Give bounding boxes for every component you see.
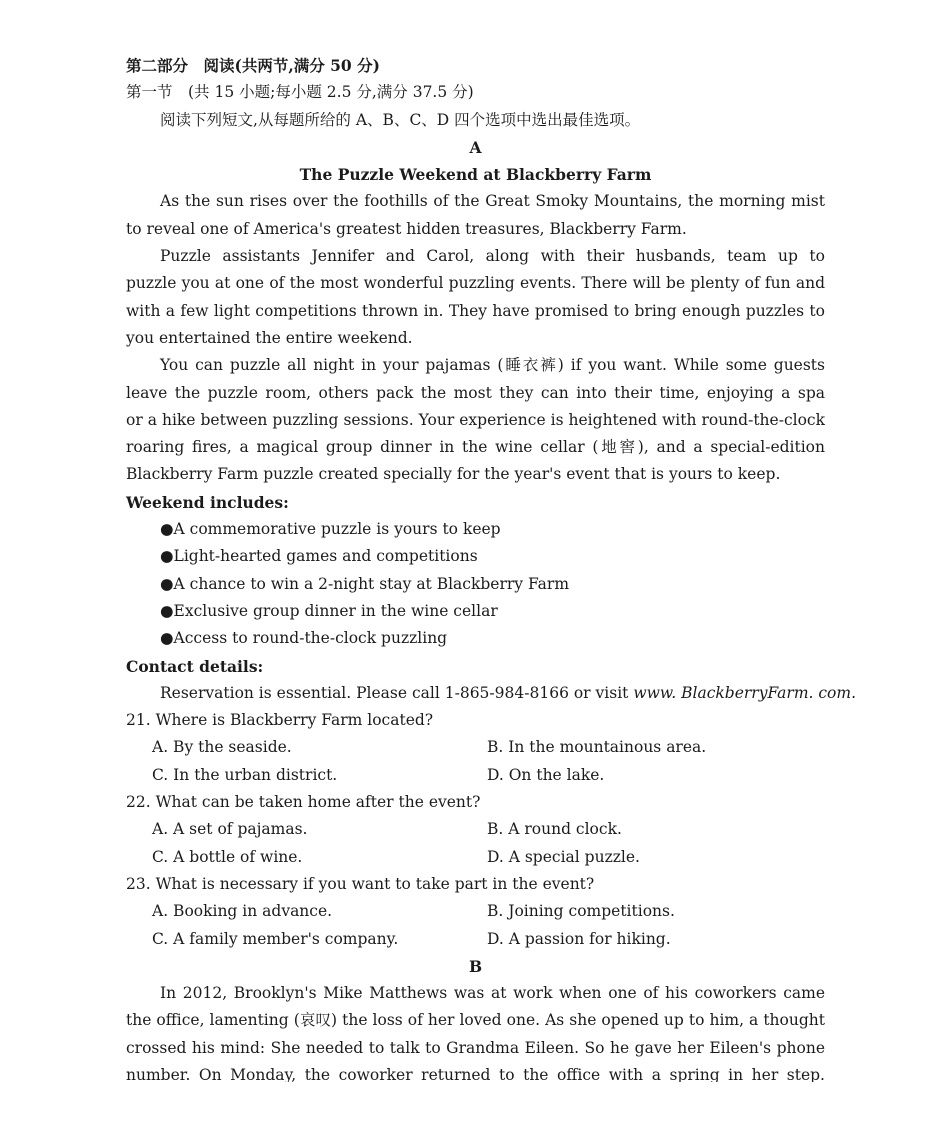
instruction-text: 阅读下列短文,从每题所给的 A、B、C、D 四个选项中选出最佳选项。 <box>160 110 641 129</box>
passage-a-line: Puzzle assistants Jennifer and Carol, along with their husbands, team up to <box>160 247 825 266</box>
option-c: C. A family member's company. <box>152 929 399 948</box>
passage-b-letter: B <box>468 956 483 976</box>
option-d: D. A passion for hiking. <box>487 929 671 948</box>
contact-heading: Contact details: <box>126 656 264 676</box>
includes-item <box>126 516 825 543</box>
contact-details <box>126 680 857 707</box>
bullet-icon: ● <box>160 601 174 620</box>
passage-a-line: to reveal one of America's greatest hidden treasures, Blackberry Farm. <box>126 219 687 238</box>
option-a: A. By the seaside. <box>152 738 292 757</box>
contact-text: Reservation is essential. Please call 1-865-984-8166 or visit <box>160 683 634 702</box>
includes-item <box>126 625 825 652</box>
option-a: A. A set of pajamas. <box>152 820 308 839</box>
passage-a-line: leave the puzzle room, others pack the most they can into their time, enjoying a spa <box>126 383 825 402</box>
passage-b-line: crossed his mind: She needed to talk to Grandma Eileen. So he gave her Eileen's phone <box>126 1038 825 1057</box>
passage-a-line: As the sun rises over the foothills of the Great Smoky Mountains, the morning mist <box>160 192 825 211</box>
option-b: B. A round clock. <box>487 820 622 839</box>
option-c: C. In the urban district. <box>152 765 338 784</box>
includes-item-text: A commemorative puzzle is yours to keep <box>173 520 501 539</box>
passage-b-line: the office, lamenting (哀叹) the loss of her loved one. As she opened up to him, a thought <box>126 1011 825 1030</box>
question-stem: 23. What is necessary if you want to take part in the event? <box>126 874 595 893</box>
passage-a-line: roaring fires, a magical group dinner in the wine cellar (地窖), and a special-edition <box>126 438 825 457</box>
includes-item-text: Light-hearted games and competitions <box>173 547 478 566</box>
passage-b-line: number. On Monday, the coworker returned to the office with a spring in her step. <box>126 1065 825 1082</box>
option-c: C. A bottle of wine. <box>152 847 303 866</box>
passage-a-line: or a hike between puzzling sessions. Your experience is heightened with round-the-clock <box>126 410 825 429</box>
option-b: B. In the mountainous area. <box>487 738 707 757</box>
includes-heading: Weekend includes: <box>126 492 289 512</box>
option-b: B. Joining competitions. <box>487 902 675 921</box>
passage-b-line: In 2012, Brooklyn's Mike Matthews was at work when one of his coworkers came <box>160 984 825 1003</box>
part-title: 第二部分 阅读(共两节,满分 50 分) <box>126 56 380 75</box>
option-row <box>126 926 825 953</box>
passage-a-line: You can puzzle all night in your pajamas (睡衣裤) if you want. While some guests <box>160 356 825 375</box>
passage-a-line: with a few light competitions thrown in. They have promised to bring enough puzzles to <box>126 301 825 320</box>
option-row <box>126 762 825 789</box>
passage-a-title: The Puzzle Weekend at Blackberry Farm <box>299 165 652 185</box>
contact-end: . <box>851 683 857 702</box>
passage-a-line: puzzle you at one of the most wonderful puzzling events. There will be plenty of fun and <box>126 274 825 293</box>
includes-item-text: Access to round-the-clock puzzling <box>173 629 448 648</box>
option-row <box>126 844 825 871</box>
bullet-icon: ● <box>160 629 174 648</box>
contact-url: www. BlackberryFarm. com <box>633 683 852 702</box>
exam-page <box>126 52 857 1082</box>
includes-item <box>126 571 825 598</box>
includes-item-text: Exclusive group dinner in the wine cellar <box>173 601 498 620</box>
option-row <box>126 898 825 925</box>
option-d: D. A special puzzle. <box>487 847 640 866</box>
option-row <box>126 734 825 761</box>
bullet-icon: ● <box>160 520 174 539</box>
bullet-icon: ● <box>160 547 174 566</box>
includes-item <box>126 598 825 625</box>
passage-a-line: you entertained the entire weekend. <box>126 328 413 347</box>
question-stem: 21. Where is Blackberry Farm located? <box>126 711 434 730</box>
includes-item-text: A chance to win a 2-night stay at Blackberry Farm <box>173 574 570 593</box>
option-row <box>126 816 825 843</box>
option-a: A. Booking in advance. <box>152 902 333 921</box>
section-subtitle: 第一节 (共 15 小题;每小题 2.5 分,满分 37.5 分) <box>126 83 474 102</box>
option-d: D. On the lake. <box>487 765 605 784</box>
includes-item <box>126 543 825 570</box>
bullet-icon: ● <box>160 574 174 593</box>
question-stem: 22. What can be taken home after the event? <box>126 793 481 812</box>
passage-a-letter: A <box>469 137 482 157</box>
passage-a-line: Blackberry Farm puzzle created specially for the year's event that is yours to keep. <box>126 465 781 484</box>
